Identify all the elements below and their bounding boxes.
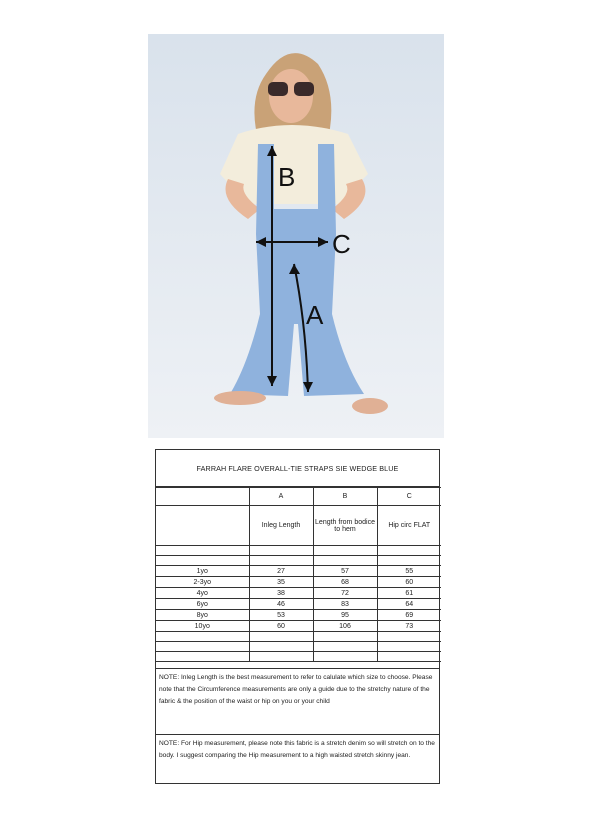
table-row	[156, 610, 441, 621]
label-c: C	[332, 229, 351, 259]
letter-cell-c: C	[377, 488, 441, 506]
table-row	[156, 621, 441, 632]
value-a: 38	[249, 588, 313, 599]
letter-row	[156, 488, 441, 506]
value-a: 53	[249, 610, 313, 621]
header-cell	[156, 506, 249, 546]
size-cell: 2-3yo	[156, 577, 249, 588]
value-b: 95	[313, 610, 377, 621]
note-hip: NOTE: For Hip measurement, please note this fabric is a stretch denim so will stretch on to the body. I suggest comparing the Hip measurement to a high waisted stretch skinny jean.	[156, 734, 439, 785]
size-cell: 10yo	[156, 621, 249, 632]
header-row	[156, 506, 441, 546]
left-foot	[214, 391, 266, 405]
header-length: Length from bodice to hem	[313, 506, 377, 546]
value-b: 57	[313, 566, 377, 577]
value-c: 55	[377, 566, 441, 577]
value-c: 64	[377, 599, 441, 610]
value-a: 60	[249, 621, 313, 632]
table-row	[156, 577, 441, 588]
letter-cell-a: A	[249, 488, 313, 506]
note-inleg: NOTE: Inleg Length is the best measurement to refer to calulate which size to choose. Please note that the Circumference measurements are only a guide due to the stretchy nature of the fabric & the position of the waist or hip on you or your child	[156, 668, 439, 728]
value-a: 35	[249, 577, 313, 588]
size-cell: 4yo	[156, 588, 249, 599]
sunglasses-left	[268, 82, 288, 96]
size-table	[156, 487, 441, 662]
product-photo	[148, 34, 444, 438]
right-foot	[352, 398, 388, 414]
label-a: A	[306, 300, 324, 330]
value-c: 73	[377, 621, 441, 632]
photo-illustration	[148, 34, 444, 438]
header-hip: Hip circ FLAT	[377, 506, 441, 546]
header-inleg: Inleg Length	[249, 506, 313, 546]
letter-cell	[156, 488, 249, 506]
value-b: 83	[313, 599, 377, 610]
size-cell: 6yo	[156, 599, 249, 610]
label-b: B	[278, 162, 296, 192]
sunglasses-right	[294, 82, 314, 96]
value-c: 61	[377, 588, 441, 599]
value-a: 27	[249, 566, 313, 577]
chart-title: FARRAH FLARE OVERALL-TIE STRAPS SIE WEDGE BLUE	[156, 450, 439, 487]
blank-row	[156, 642, 441, 652]
value-c: 60	[377, 577, 441, 588]
value-b: 106	[313, 621, 377, 632]
size-cell: 8yo	[156, 610, 249, 621]
blank-row	[156, 546, 441, 556]
table-row	[156, 588, 441, 599]
blank-row	[156, 632, 441, 642]
blank-row	[156, 556, 441, 566]
value-b: 72	[313, 588, 377, 599]
blank-row	[156, 652, 441, 662]
table-row	[156, 599, 441, 610]
value-c: 69	[377, 610, 441, 621]
value-a: 46	[249, 599, 313, 610]
value-b: 68	[313, 577, 377, 588]
size-chart	[155, 449, 440, 784]
table-row	[156, 566, 441, 577]
letter-cell-b: B	[313, 488, 377, 506]
size-cell: 1yo	[156, 566, 249, 577]
